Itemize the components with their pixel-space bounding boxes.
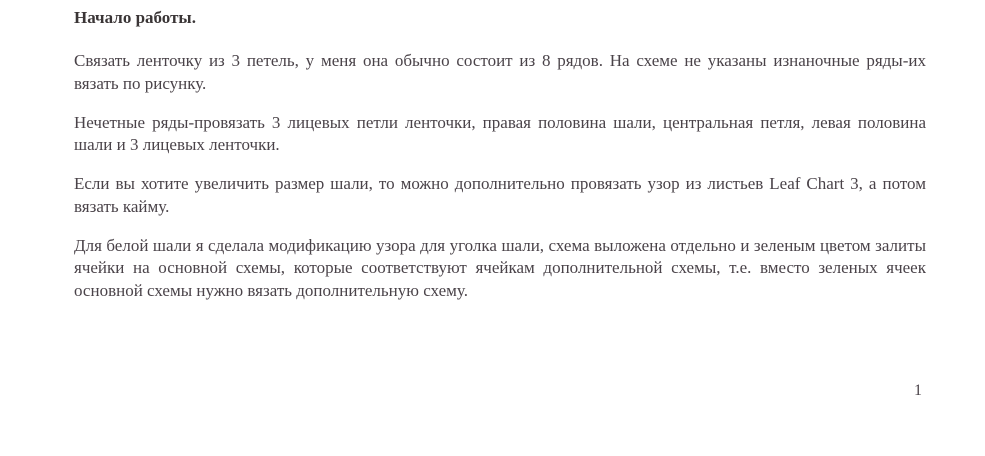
document-page	[74, 6, 926, 319]
page-number: 1	[914, 382, 922, 399]
section-heading: Начало работы.	[74, 8, 196, 27]
paragraph-3: Если вы хотите увеличить размер шали, то можно дополнительно провязать узор из листьев Leaf Chart 3, а потом вязать кайму.	[74, 174, 926, 216]
paragraph-1: Связать ленточку из 3 петель, у меня она обычно состоит из 8 рядов. На схеме не указаны изнаночные ряды-их вязать по рисунку.	[74, 51, 926, 93]
paragraph-2: Нечетные ряды-провязать 3 лицевых петли ленточки, правая половина шали, центральная петля, левая половина шали и 3 лицевых ленточки.	[74, 112, 926, 154]
paragraph-4: Для белой шали я сделала модификацию узора для уголка шали, схема выложена отдельно и зеленым цветом залиты ячейки на основной схемы, которые соответствуют ячейкам дополнительной схемы, т.е. вместо зеленых ячеек основной схемы нужно вязать дополнительную схему.	[74, 235, 926, 300]
